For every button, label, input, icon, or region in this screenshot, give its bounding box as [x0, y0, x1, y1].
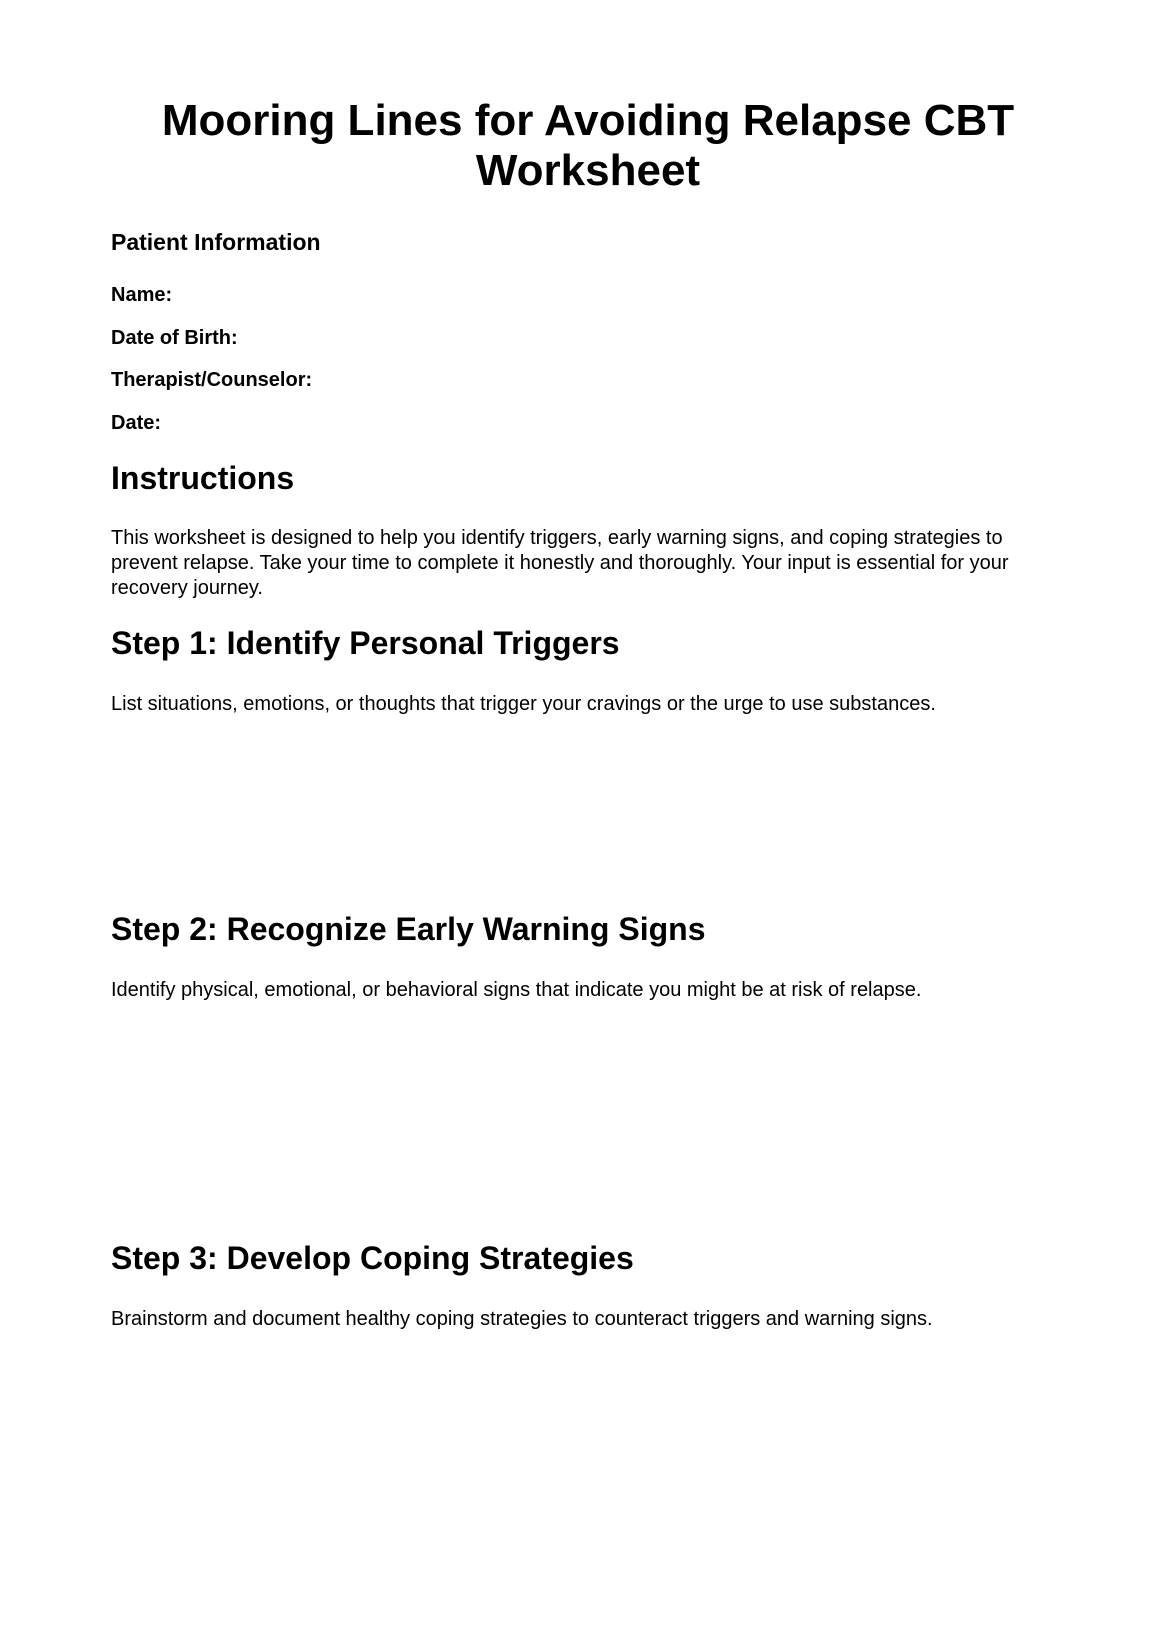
instructions-text: This worksheet is designed to help you identify triggers, early warning signs, and coping strategies to prevent relapse. Take your time to complete it honestly and thoroughly. Your input is essential for your recovery journey.: [111, 527, 1009, 599]
step3-heading: Step 3: Develop Coping Strategies: [111, 1240, 634, 1276]
patient-info-heading: Patient Information: [111, 229, 321, 255]
step2-text: Identify physical, emotional, or behavioral signs that indicate you might be at risk of relapse.: [111, 979, 922, 1001]
step1-text: List situations, emotions, or thoughts that trigger your cravings or the urge to use substances.: [111, 693, 936, 715]
step2-heading: Step 2: Recognize Early Warning Signs: [111, 911, 706, 947]
therapist-label: Therapist/Counselor:: [111, 369, 313, 391]
name-label: Name:: [111, 284, 173, 306]
dob-label: Date of Birth:: [111, 327, 238, 349]
page-title: Mooring Lines for Avoiding Relapse CBT Worksheet: [161, 96, 1015, 195]
step3-text: Brainstorm and document healthy coping strategies to counteract triggers and warning signs.: [111, 1308, 933, 1330]
step1-heading: Step 1: Identify Personal Triggers: [111, 625, 620, 661]
instructions-heading: Instructions: [111, 460, 295, 496]
date-label: Date:: [111, 412, 162, 434]
